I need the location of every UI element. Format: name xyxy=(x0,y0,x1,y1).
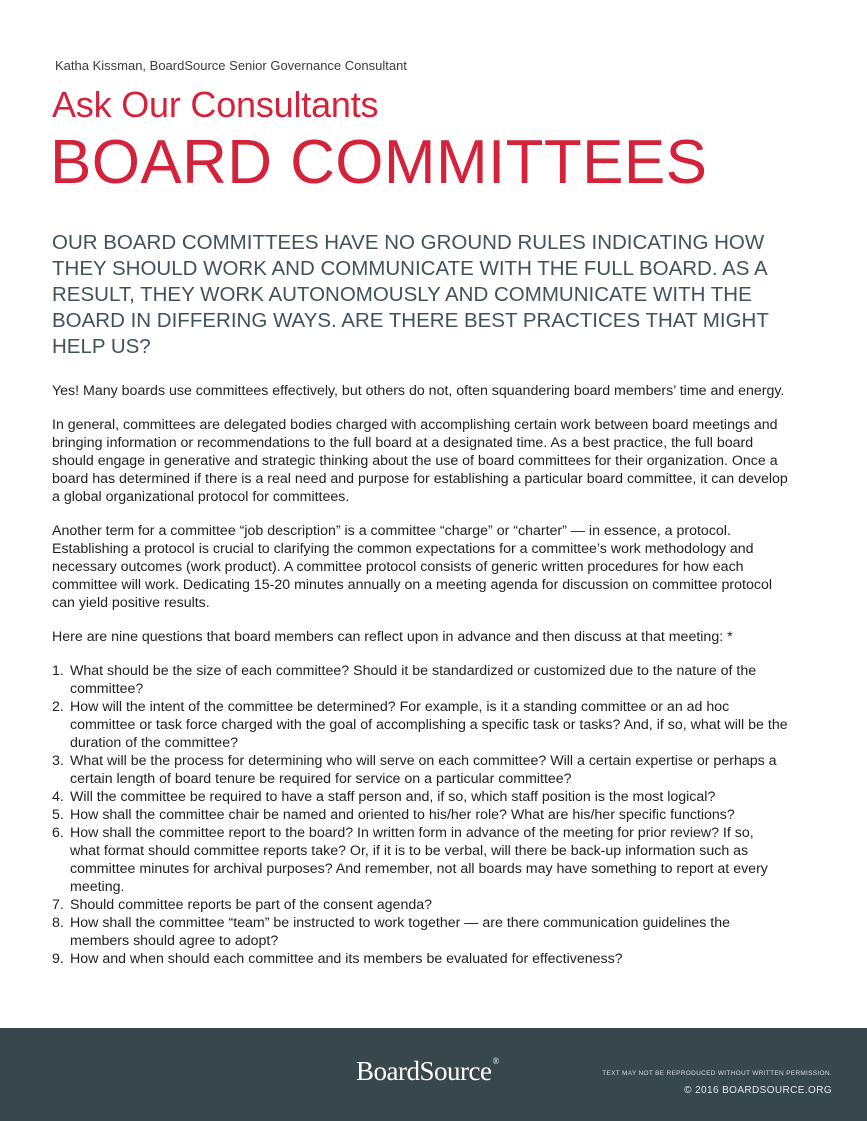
question-line: RESULT, THEY WORK AUTONOMOUSLY AND COMMUNICATE WITH THE xyxy=(52,283,752,306)
list-line: How shall the committee chair be named and oriented to his/her role? What are his/her specific functions? xyxy=(70,807,735,823)
list-line: committee? xyxy=(70,681,144,697)
logo-text: BoardSource xyxy=(356,1056,492,1086)
list-line: Should committee reports be part of the consent agenda? xyxy=(70,897,433,913)
list-line: How will the intent of the committee be determined? For example, is it a standing committee or an ad hoc xyxy=(70,699,730,715)
list-item xyxy=(52,824,822,896)
page-footer xyxy=(0,1028,867,1121)
paragraph-line: In general, committees are delegated bodies charged with accomplishing certain work between board meetings and xyxy=(52,417,778,433)
question-line: OUR BOARD COMMITTEES HAVE NO GROUND RULES INDICATING HOW xyxy=(52,231,765,254)
list-number: 3. xyxy=(52,753,64,769)
series-title: Ask Our Consultants xyxy=(52,84,379,125)
list-line: committee or task force charged with the goal of accomplishing a specific task or tasks? And, if so, what will be the xyxy=(70,717,788,733)
list-line: what format should committee reports take? Or, if it is to be verbal, will there be back-up information such as xyxy=(70,843,749,859)
paragraph-line: bringing information or recommendations to the full board at a designated time. As a best practice, the full board xyxy=(52,435,754,451)
list-line: members should agree to adopt? xyxy=(70,933,279,949)
list-number: 7. xyxy=(52,897,64,913)
list-item xyxy=(52,914,822,950)
boardsource-logo xyxy=(356,1056,499,1087)
paragraph-line: a global organizational protocol for committees. xyxy=(52,489,350,505)
question-line: THEY SHOULD WORK AND COMMUNICATE WITH THE FULL BOARD. AS A xyxy=(52,257,768,280)
article-body xyxy=(52,382,822,968)
list-line: duration of the committee? xyxy=(70,735,238,751)
question-line: BOARD IN DIFFERING WAYS. ARE THERE BEST PRACTICES THAT MIGHT xyxy=(52,309,769,332)
list-line: Will the committee be required to have a staff person and, if so, which staff position is the most logical? xyxy=(70,789,716,805)
question-heading xyxy=(52,230,822,360)
list-number: 8. xyxy=(52,915,64,931)
question-line: HELP US? xyxy=(52,335,151,358)
list-number: 5. xyxy=(52,807,64,823)
paragraph-line: Here are nine questions that board members can reflect upon in advance and then discuss at that meeting: * xyxy=(52,629,733,645)
list-line: meeting. xyxy=(70,879,125,895)
list-item xyxy=(52,950,822,968)
list-item xyxy=(52,806,822,824)
list-number: 1. xyxy=(52,663,64,679)
registered-mark: ® xyxy=(492,1056,499,1066)
paragraph-intro xyxy=(52,382,822,400)
list-item xyxy=(52,662,822,698)
paragraph-line: necessary outcomes (work product). A committee protocol consists of generic written procedures for how each xyxy=(52,559,744,575)
list-number: 2. xyxy=(52,699,64,715)
page-title: BOARD COMMITTEES xyxy=(50,128,708,197)
paragraph-line: committee will work. Dedicating 15-20 minutes annually on a meeting agenda for discussion on committee protocol xyxy=(52,577,772,593)
list-line: certain length of board tenure be required for service on a particular committee? xyxy=(70,771,572,787)
list-item xyxy=(52,788,822,806)
author-byline: Katha Kissman, BoardSource Senior Governance Consultant xyxy=(55,58,407,73)
reproduction-notice: TEXT MAY NOT BE REPRODUCED WITHOUT WRITTEN PERMISSION. xyxy=(602,1070,832,1077)
paragraph-protocol xyxy=(52,522,822,612)
paragraph-line: should engage in generative and strategic thinking about the use of board committees for their organization. Once a xyxy=(52,453,778,469)
paragraph-line: board has determined if there is a real need and purpose for establishing a particular board committee, it can develop xyxy=(52,471,788,487)
paragraph-line: Another term for a committee “job description” is a committee “charge” or “charter” — in essence, a protocol. xyxy=(52,523,731,539)
paragraph-line: Yes! Many boards use committees effectively, but others do not, often squandering board members’ time and energy. xyxy=(52,383,785,399)
list-number: 9. xyxy=(52,951,64,967)
list-item xyxy=(52,698,822,752)
paragraph-committees xyxy=(52,416,822,506)
list-line: How and when should each committee and its members be evaluated for effectiveness? xyxy=(70,951,623,967)
paragraph-nine-questions xyxy=(52,628,822,646)
questions-list xyxy=(52,662,822,968)
list-item xyxy=(52,896,822,914)
list-line: How shall the committee “team” be instructed to work together — are there communication guidelines the xyxy=(70,915,731,931)
paragraph-line: Establishing a protocol is crucial to clarifying the common expectations for a committee’s work methodology and xyxy=(52,541,754,557)
list-line: What should be the size of each committee? Should it be standardized or customized due to the nature of the xyxy=(70,663,757,679)
list-number: 4. xyxy=(52,789,64,805)
paragraph-line: can yield positive results. xyxy=(52,595,210,611)
list-line: What will be the process for determining who will serve on each committee? Will a certain expertise or perhaps a xyxy=(70,753,777,769)
list-number: 6. xyxy=(52,825,64,841)
list-item xyxy=(52,752,822,788)
copyright-link[interactable]: © 2016 BOARDSOURCE.ORG xyxy=(684,1085,832,1096)
list-line: committee minutes for archival purposes? And remember, not all boards may have something to report at every xyxy=(70,861,768,877)
list-line: How shall the committee report to the board? In written form in advance of the meeting for prior review? If so, xyxy=(70,825,754,841)
